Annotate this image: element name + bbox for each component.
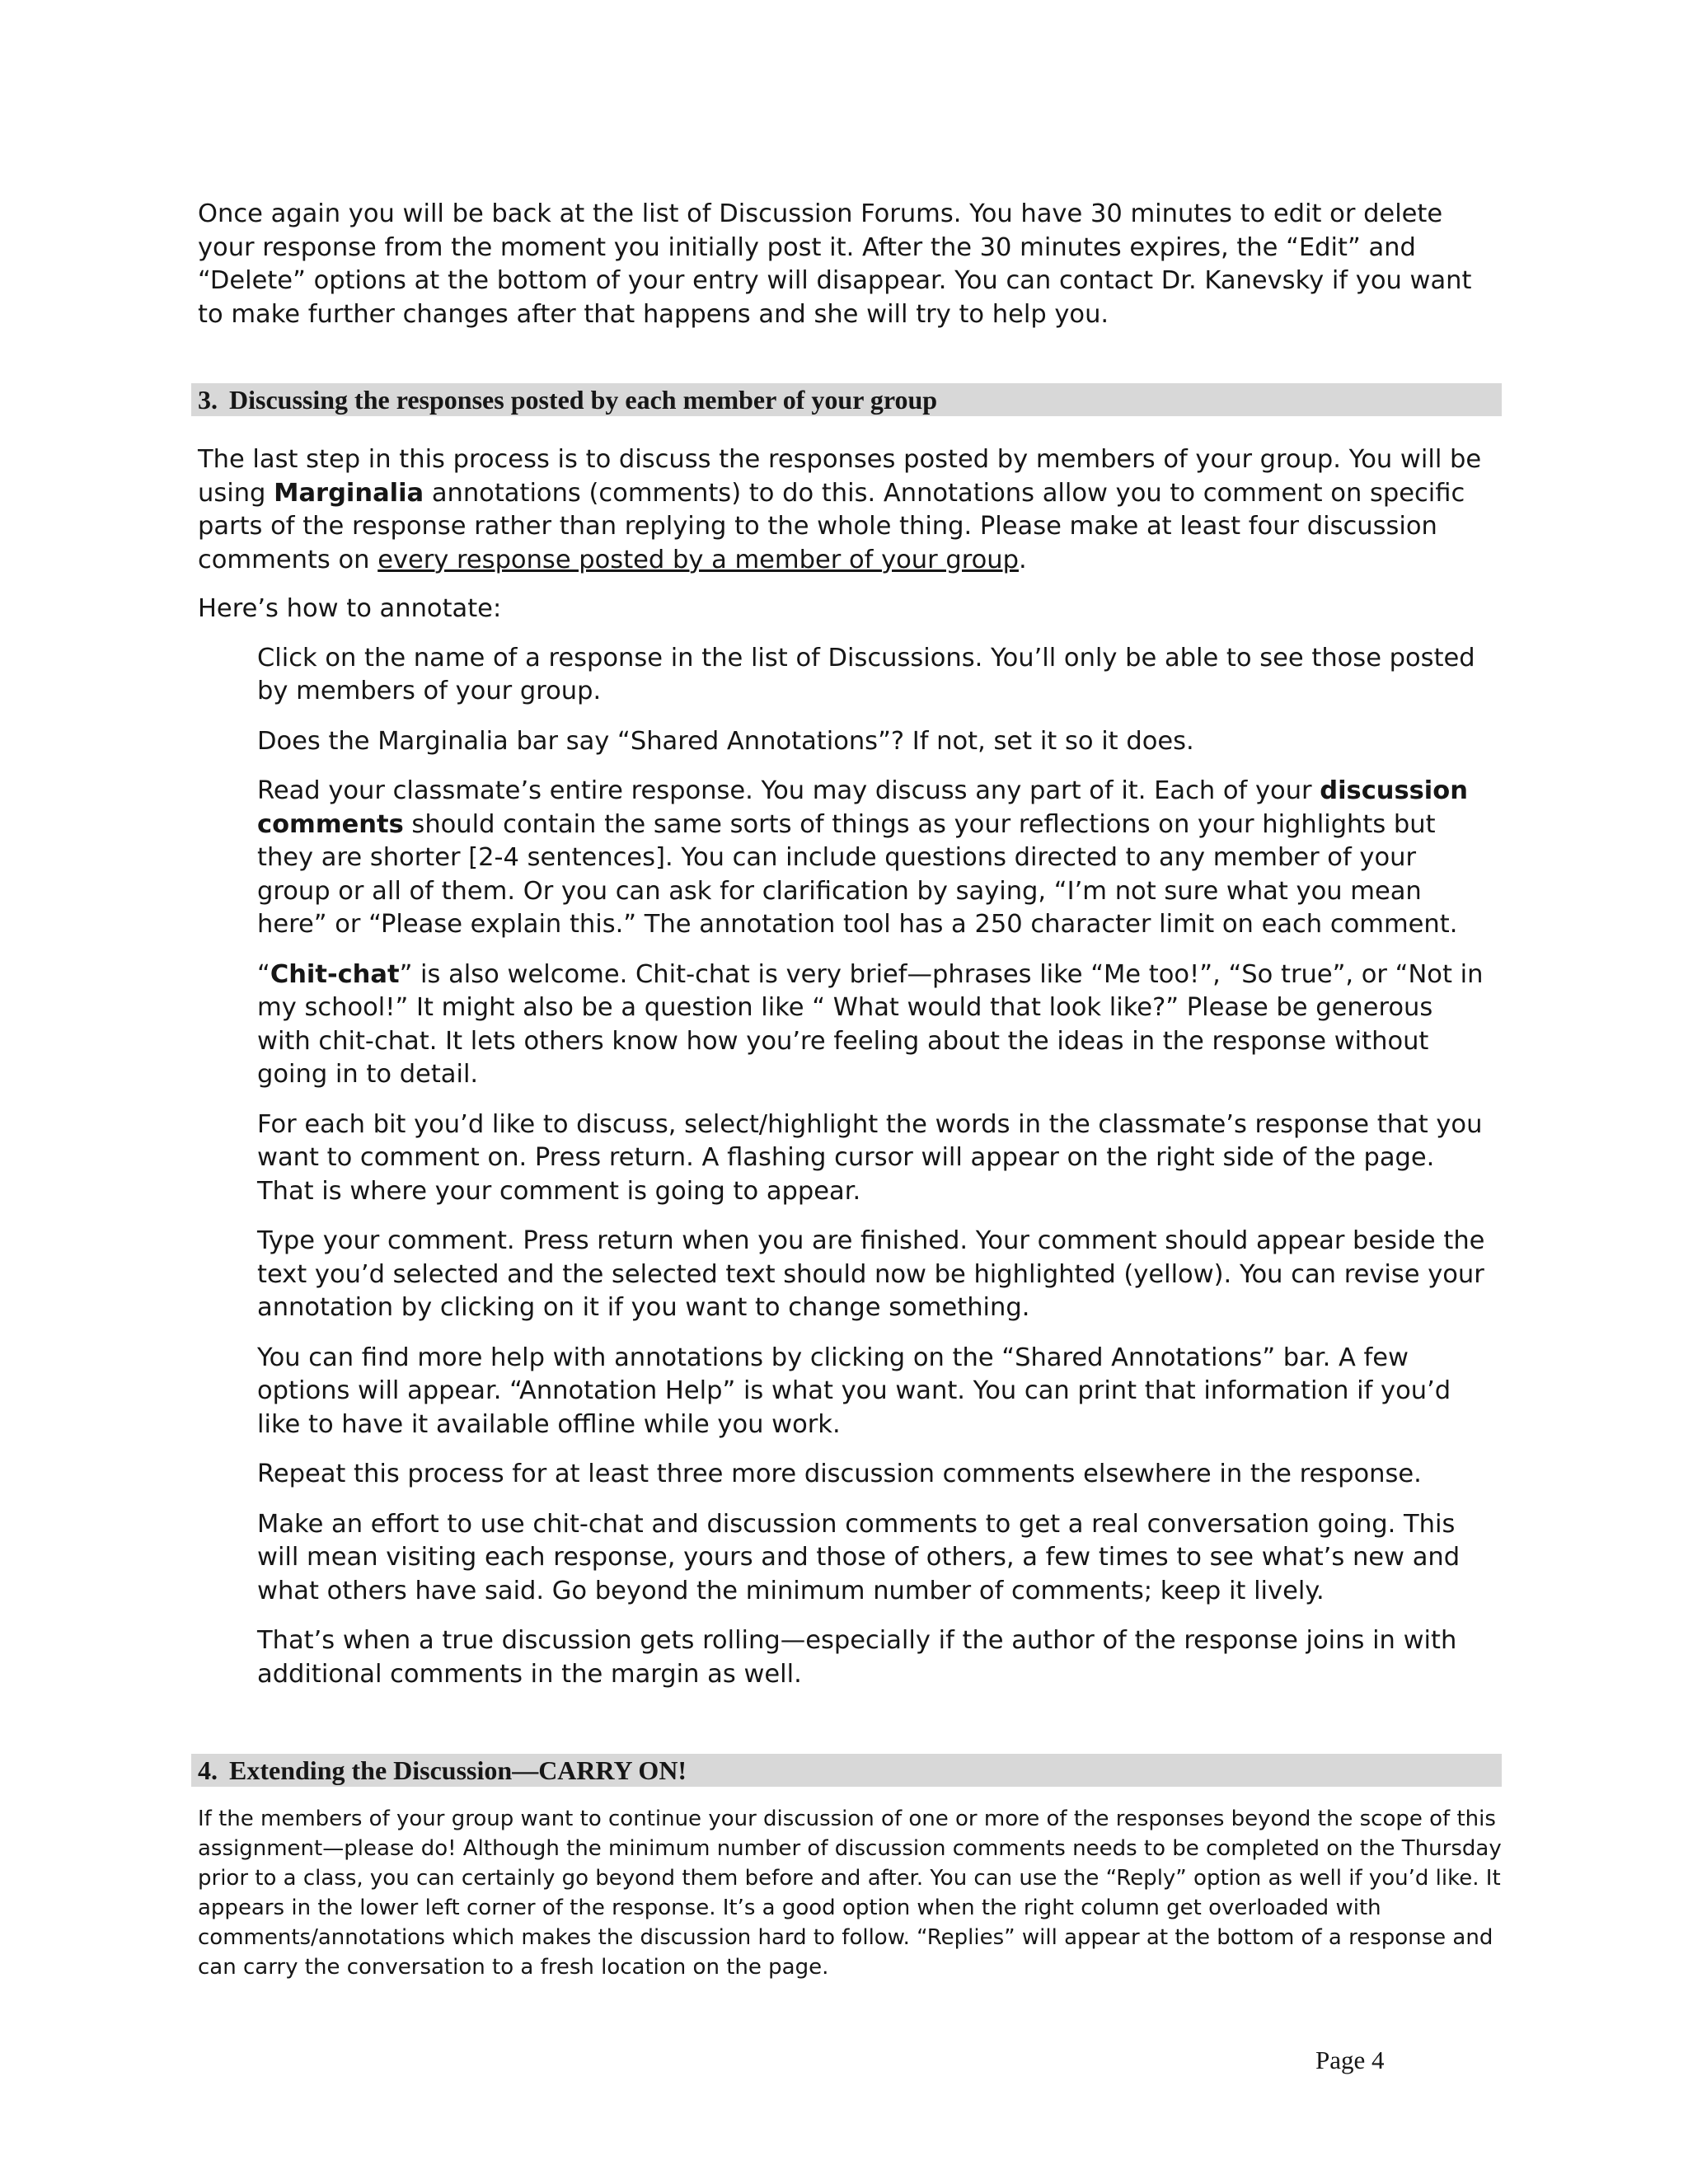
step-item: Does the Marginalia bar say “Shared Annotations”? If not, set it so it does. [257,726,1194,756]
section-3-number: 3. [198,385,218,415]
howto-label: Here’s how to annotate: [198,594,502,623]
text-run: ” is also welcome. Chit-chat is very brief—phrases like “Me too!”, “So true”, or “Not in my school!” It might also be a question like “ What would that look like?” Please be generous with chit-chat. It lets others know how you’re feeling about the ideas in the response without going in to detail. [257,959,1484,1089]
underlined-requirement: every response posted by a member of your group [377,545,1019,574]
page-content [198,198,1502,1982]
chit-chat-bold: Chit-chat [270,959,400,989]
step-item: For each bit you’d like to discuss, select/highlight the words in the classmate’s response that you want to comment on. Press return. A flashing cursor will appear on the right side of the page. That is where your comment is going to appear. [257,1109,1483,1206]
section-3-heading [191,383,1502,416]
text-run: “ [257,959,270,989]
text-run: should contain the same sorts of things as your reflections on your highlights but they are shorter [2-4 sentences]. You can include questions directed to any member of your group or all of them. Or you can ask for clarification by saying, “I’m not sure what you mean here” or “Please explain this.” The annotation tool has a 250 character limit on each comment. [257,809,1458,939]
page-number: Page 4 [1315,2046,1385,2074]
text-run: Read your classmate’s entire response. You may discuss any part of it. Each of your [257,776,1320,805]
section-3-title: Discussing the responses posted by each member of your group [229,385,938,415]
step-item: Type your comment. Press return when you are finished. Your comment should appear beside the text you’d selected and the selected text should now be highlighted (yellow). You can revise your annotation by clicking on it if you want to change something. [257,1226,1485,1322]
section-4-title: Extending the Discussion—CARRY ON! [229,1755,687,1785]
section-4-heading [191,1754,1502,1787]
step-item: Make an effort to use chit-chat and discussion comments to get a real conversation going. This will mean visiting each response, yours and those of others, a few times to see what’s new and what others have said. Go beyond the minimum number of comments; keep it lively. [257,1509,1461,1605]
discussion-comments-bold: discussion comments [257,776,1468,839]
text-run: annotations (comments) to do this. Annotations allow you to comment on specific parts of the response rather than replying to the whole thing. Please make at least four discussion comments on [198,478,1465,574]
text-run: . [1018,545,1027,574]
text-run: The last step in this process is to discuss the responses posted by members of your group. You will be using [198,445,1482,508]
intro-paragraph: Once again you will be back at the list of Discussion Forums. You have 30 minutes to edit or delete your response from the moment you initially post it. After the 30 minutes expires, the “Edit” and “Delete” options at the bottom of your entry will disappear. You can contact Dr. Kanevsky if you want to make further changes after that happens and she will try to help you. [198,199,1472,329]
section-spacer [198,1708,1502,1754]
marginalia-bold: Marginalia [274,478,424,508]
step-item [257,775,1493,942]
section-4-paragraph: If the members of your group want to continue your discussion of one or more of the responses beyond the scope of this assignment—please do! Although the minimum number of discussion comments needs to be completed on the Thursday prior to a class, you can certainly go beyond them before and after. You can use the “Reply” option as well if you’d like. It appears in the lower left corner of the response. It’s a good option when the right column get overloaded with comments/annotations which makes the discussion hard to follow. “Replies” will appear at the bottom of a response and can carry the conversation to a fresh location on the page. [198,1807,1502,1980]
step-item: You can find more help with annotations by clicking on the “Shared Annotations” bar. A few options will appear. “Annotation Help” is what you want. You can print that information if you’d like to have it available offline while you work. [257,1343,1451,1439]
section-4-number: 4. [198,1755,218,1785]
section-3-intro-paragraph [198,443,1502,577]
step-item [257,958,1493,1092]
instruction-steps [198,642,1502,1692]
step-item: That’s when a true discussion gets rolling—especially if the author of the response joins in with additional comments in the margin as well. [257,1626,1457,1689]
step-item: Repeat this process for at least three more discussion comments elsewhere in the response. [257,1460,1422,1488]
step-item: Click on the name of a response in the list of Discussions. You’ll only be able to see those posted by members of your group. [257,643,1475,705]
